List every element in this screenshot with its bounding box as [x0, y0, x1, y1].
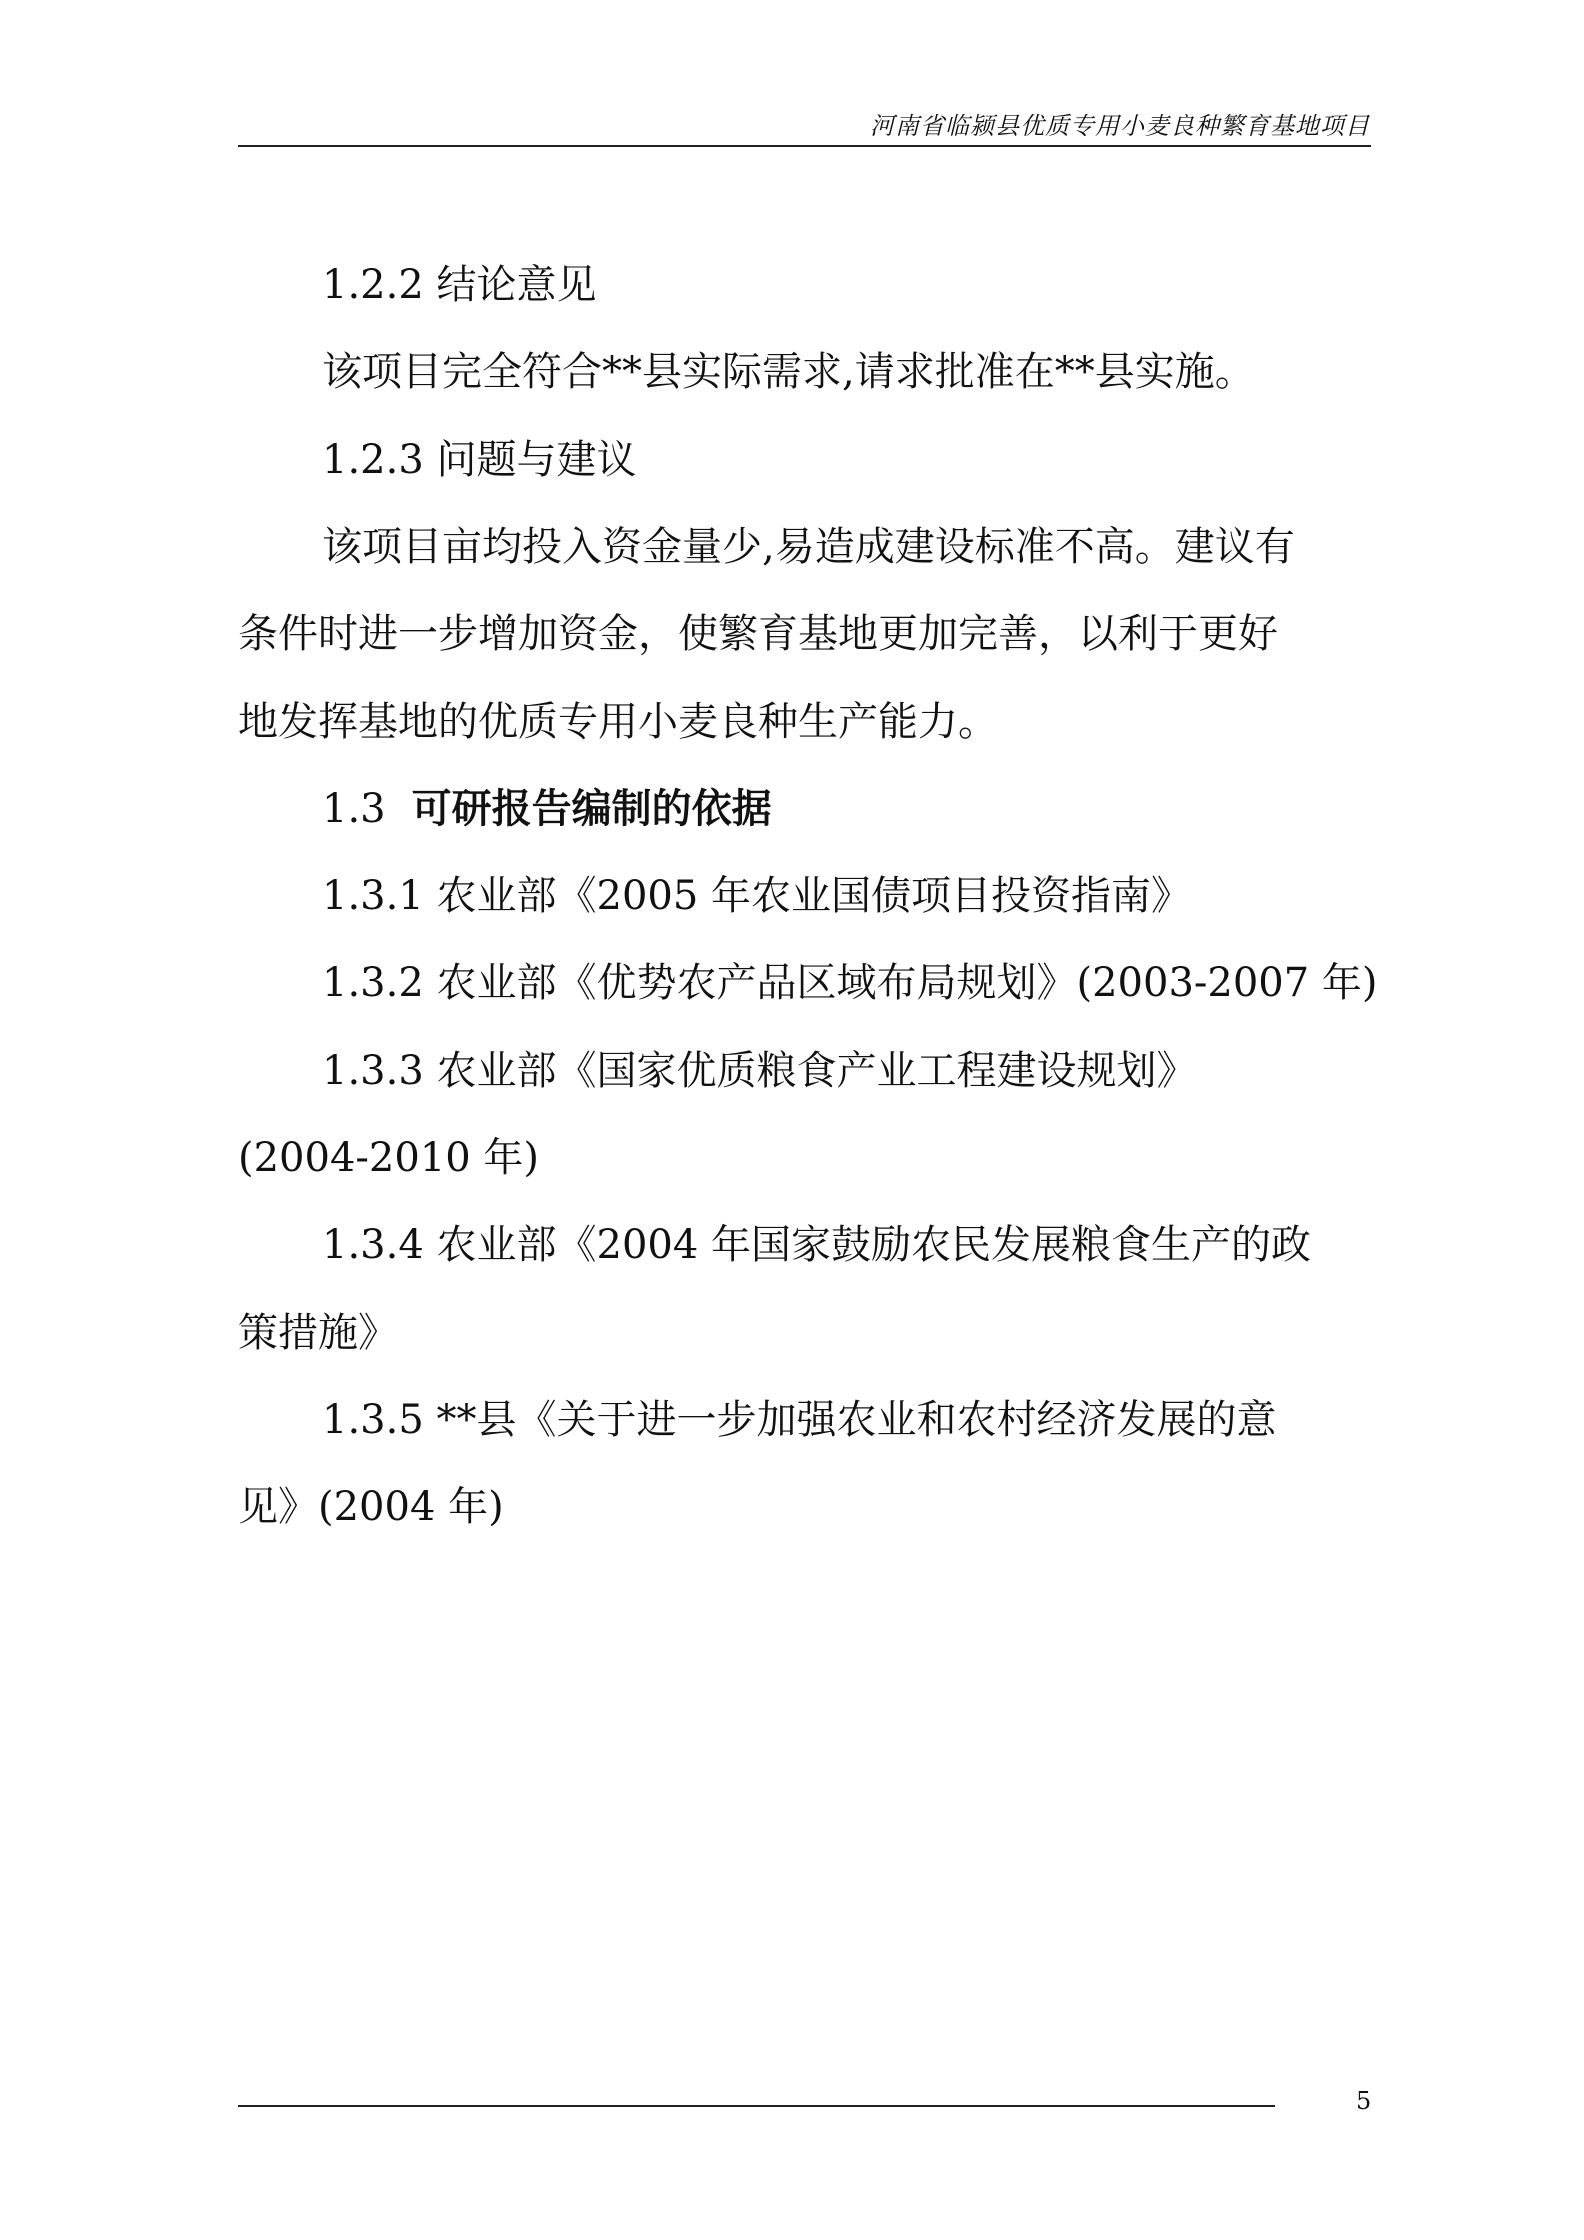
section-title: 可研报告编制的依据: [411, 785, 772, 832]
footer-divider: [238, 2105, 1275, 2107]
subheading-1-2-2: 1.2.2 结论意见: [322, 262, 597, 308]
paragraph-issues-line-3: 地发挥基地的优质专用小麦良种生产能力。: [238, 699, 998, 745]
page-number: 5: [1356, 2087, 1372, 2115]
header-divider: [238, 145, 1371, 147]
paragraph-issues-line-1: 该项目亩均投入资金量少,易造成建设标准不高。建议有: [322, 524, 1295, 570]
basis-item-1-3-5-cont: 见》(2004 年): [238, 1484, 504, 1530]
basis-item-1-3-4: 1.3.4 农业部《2004 年国家鼓励农民发展粮食生产的政: [322, 1222, 1312, 1268]
basis-item-1-3-5: 1.3.5 **县《关于进一步加强农业和农村经济发展的意: [322, 1397, 1277, 1443]
subheading-1-2-3: 1.2.3 问题与建议: [322, 437, 637, 483]
paragraph-conclusion: 该项目完全符合**县实际需求,请求批准在**县实施。: [322, 349, 1255, 395]
basis-item-1-3-4-cont: 策措施》: [238, 1310, 398, 1356]
section-heading-1-3: [322, 785, 772, 832]
header-title: 河南省临颍县优质专用小麦良种繁育基地项目: [870, 112, 1370, 140]
section-number: 1.3: [322, 786, 386, 832]
basis-item-1-3-3-years: (2004-2010 年): [238, 1135, 540, 1181]
basis-item-1-3-3: 1.3.3 农业部《国家优质粮食产业工程建设规划》: [322, 1048, 1197, 1094]
basis-item-1-3-1: 1.3.1 农业部《2005 年农业国债项目投资指南》: [322, 873, 1192, 919]
basis-item-1-3-2: 1.3.2 农业部《优势农产品区域布局规划》(2003-2007 年): [322, 960, 1378, 1006]
paragraph-issues-line-2: 条件时进一步增加资金，使繁育基地更加完善，以利于更好: [238, 611, 1278, 657]
